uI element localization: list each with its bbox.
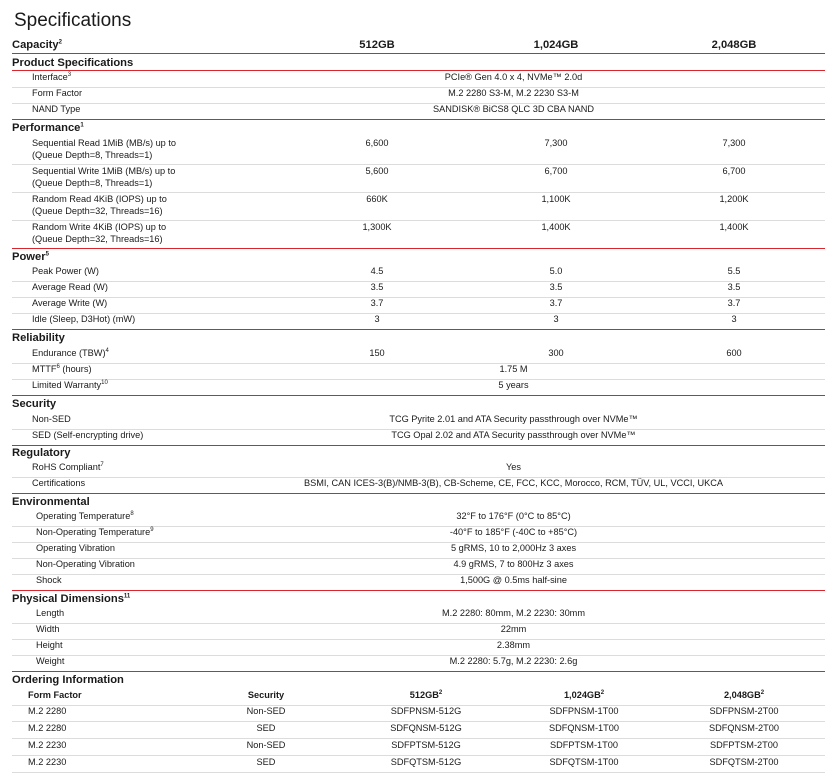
table-row: M.2 2230 SED SDFQTSM-512G SDFQTSM-1T00 SDFQTSM-2T00 [12,757,825,773]
section-environmental: Environmental [12,496,90,508]
row-op-vibration: Operating Vibration 5 gRMS, 10 to 2,000Hz 3 axes [12,543,825,559]
capacity-col-1024: 1,024GB [533,39,579,51]
table-row: M.2 2280 Non-SED SDFPNSM-512G SDFPNSM-1T00 SDFPNSM-2T00 [12,706,825,722]
row-sed: SED (Self-encrypting drive) TCG Opal 2.02 and ATA Security passthrough over NVMe™ [12,430,825,446]
capacity-header [12,38,825,54]
ordering-header: Form Factor Security $512GB^2$ $1,024GB^2$ $2,048GB^2$ [12,690,825,706]
row-certifications: Certifications BSMI, CAN ICES-3(B)/NMB-3(B), CB-Scheme, CE, FCC, KCC, Morocco, RCM, TÜV, UL, VCCI, UKCA [12,478,825,494]
row-seq-write: Sequential Write 1MiB (MB/s) up to (Queue Depth=8, Threads=1) 5,600 6,700 6,700 [12,166,825,193]
page-title: Specifications [14,10,132,31]
section-physical: Physical Dimensions$^{11}$ [12,593,131,605]
row-avg-read: Average Read (W) 3.5 3.5 3.5 [12,282,825,298]
row-height: Height 2.38mm [12,640,825,656]
table-row: M.2 2230 Non-SED SDFPTSM-512G SDFPTSM-1T00 SDFPTSM-2T00 [12,740,825,756]
row-nonop-vibration: Non-Operating Vibration 4.9 gRMS, 7 to 800Hz 3 axes [12,559,825,575]
row-op-temp: Operating Temperature$^8$ 32°F to 176°F (0°C to 85°C) [12,511,825,527]
table-row: M.2 2280 SED SDFQNSM-512G SDFQNSM-1T00 SDFQNSM-2T00 [12,723,825,739]
row-peak-power: Peak Power (W) 4.5 5.0 5.5 [12,266,825,282]
row-nand-type: NAND Type SANDISK® BiCS8 QLC 3D CBA NAND [12,104,825,120]
row-weight: Weight M.2 2280: 5.7g, M.2 2230: 2.6g [12,656,825,672]
capacity-label: Capacity$^2$ [12,39,62,51]
row-rohs: RoHS Compliant$^7$ Yes [12,462,825,478]
section-performance: Performance$^1$ [12,122,84,134]
section-power: Power$^5$ [12,251,49,263]
row-idle: Idle (Sleep, D3Hot) (mW) 3 3 3 [12,314,825,330]
row-non-sed: Non-SED TCG Pyrite 2.01 and ATA Security passthrough over NVMe™ [12,414,825,430]
section-reliability: Reliability [12,332,65,344]
row-width: Width 22mm [12,624,825,640]
row-shock: Shock 1,500G @ 0.5ms half-sine [12,575,825,591]
capacity-col-2048: 2,048GB [711,39,757,51]
section-product-specs: Product Specifications [12,56,825,71]
row-form-factor: Form Factor M.2 2280 S3-M, M.2 2230 S3-M [12,88,825,104]
row-avg-write: Average Write (W) 3.7 3.7 3.7 [12,298,825,314]
row-endurance: Endurance (TBW)$^4$ 150 300 600 [12,348,825,364]
section-regulatory: Regulatory [12,447,71,459]
capacity-col-512: 512GB [359,39,395,51]
section-security: Security [12,398,57,410]
row-length: Length M.2 2280: 80mm, M.2 2230: 30mm [12,608,825,624]
row-warranty: Limited Warranty$^{10}$ 5 years [12,380,825,396]
row-interface: Interface$^3$ PCIe® Gen 4.0 x 4, NVMe™ 2.0d [12,72,825,88]
row-mttf: MTTF$^6$ (hours) 1.75 M [12,364,825,380]
row-seq-read: Sequential Read 1MiB (MB/s) up to (Queue Depth=8, Threads=1) 6,600 7,300 7,300 [12,138,825,165]
row-rand-write: Random Write 4KiB (IOPS) up to (Queue Depth=32, Threads=16) 1,300K 1,400K 1,400K [12,222,825,249]
row-nonop-temp: Non-Operating Temperature$^9$ -40°F to 185°F (-40C to +85°C) [12,527,825,543]
section-ordering: Ordering Information [12,674,124,686]
row-rand-read: Random Read 4KiB (IOPS) up to (Queue Depth=32, Threads=16) 660K 1,100K 1,200K [12,194,825,221]
